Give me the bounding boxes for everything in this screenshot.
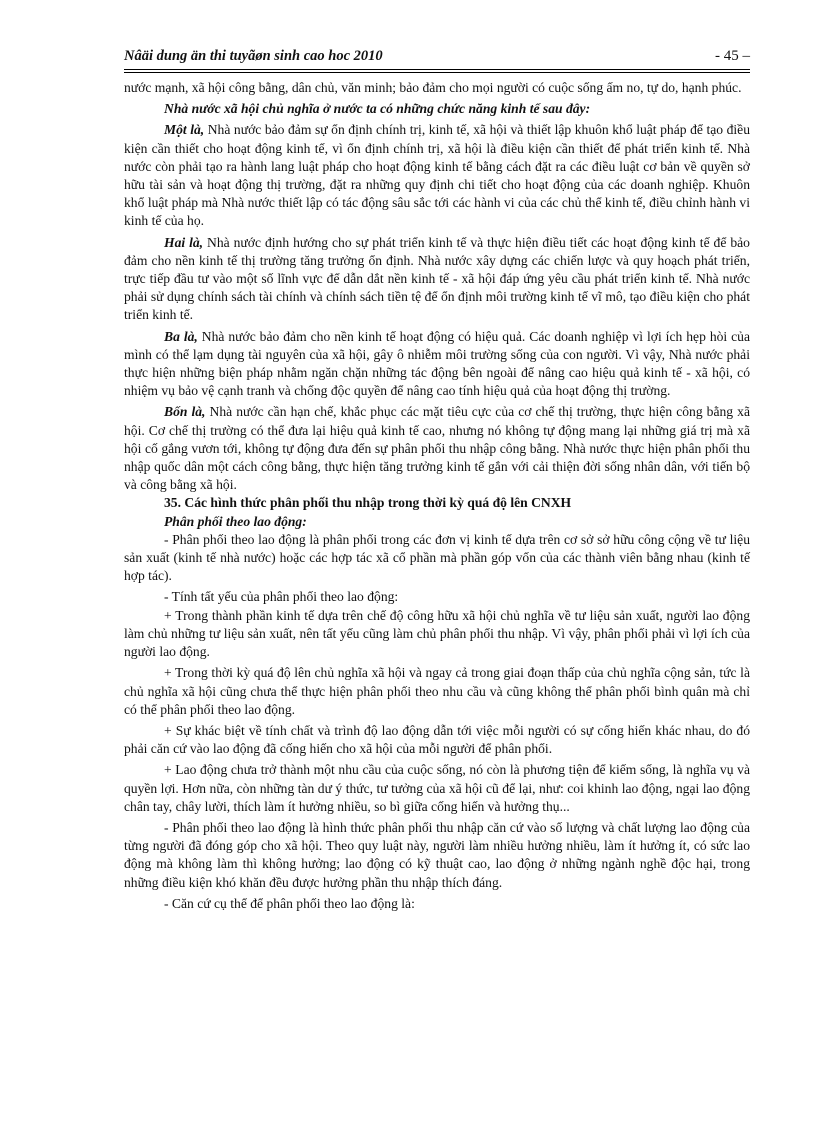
page-number: - 45 – bbox=[715, 48, 750, 64]
page-header bbox=[124, 48, 750, 69]
header-title: Nâäi dung än thi tuyãøn sinh cao hoc 2010 bbox=[124, 48, 383, 64]
paragraph-hai-la bbox=[124, 234, 750, 325]
text-bon-la: Nhà nước cần hạn chế, khắc phục các mặt tiêu cực của cơ chế thị trường, thực hiện công bằng xã hội. Cơ chế thị trường có thể đưa lại hiệu quả kinh tế cao, nhưng nó không tự động mang lại những giá trị mà xã hội cố gắng vươn tới, không tự động đưa đến sự phân phối thu nhập công bằng. Nhà nước thực hiện phân phối thu nhập quốc dân một cách công bằng, thực hiện tăng trưởng kinh tế gắn với cải thiện đời sống nhân dân, với tiến bộ và công bằng xã hội. bbox=[124, 404, 750, 493]
lead-hai-la: Hai là, bbox=[164, 234, 204, 250]
lead-mot-la: Một là, bbox=[164, 122, 205, 138]
text-ba-la: Nhà nước bảo đảm cho nền kinh tế hoạt động có hiệu quả. Các doanh nghiệp vì lợi ích hẹp hòi của mình có thể lạm dụng tài nguyên của xã hội, gây ô nhiễm môi trường sống của con người. Vì vậy, Nhà nước phải thực hiện những biện pháp nhằm ngăn chặn những tác động bên ngoài để nâng cao hiệu quả kinh tế - xã hội, có nhiệm vụ bảo vệ cạnh tranh và chống độc quyền để nâng cao tính hiệu quả của hoạt động thị trường. bbox=[124, 328, 751, 399]
paragraph-intro: nước mạnh, xã hội công bằng, dân chủ, văn minh; bảo đảm cho mọi người có cuộc sống ấm no, tự do, hạnh phúc. bbox=[124, 80, 742, 95]
text-mot-la: Nhà nước bảo đảm sự ổn định chính trị, kinh tế, xã hội và thiết lập khuôn khổ luật pháp để tạo điều kiện cần thiết cho hoạt động kinh tế, vì ổn định chính trị, xã hội là điều kiện cần thiết để phát triển kinh tế. Nhà nước còn phải tạo ra hành lang luật pháp cho hoạt động kinh tế bằng cách đặt ra các điều luật cơ bản về quyền sở hữu tài sản và hoạt động thị trường, đặt ra những quy định chi tiết cho hoạt động của các doanh nghiệp. Khuôn khổ luật pháp mà Nhà nước thiết lập có tác động sâu sắc tới các hành vi của các chủ thể kinh tế, điều chỉnh hành vi kinh tế của họ. bbox=[124, 122, 751, 229]
heading-phan-phoi: Phân phối theo lao động: bbox=[164, 513, 307, 529]
paragraph-reason-2: + Trong thời kỳ quá độ lên chủ nghĩa xã hội và ngay cả trong giai đoạn thấp của chủ nghĩa cộng sản, tức là chủ nghĩa xã hội cũng chưa thể thực hiện phân phối theo nhu cầu và cũng không thể phân phối bình quân mà chỉ có thể phân phối theo lao động. bbox=[124, 665, 750, 717]
lead-bon-la: Bốn là, bbox=[164, 404, 206, 420]
text-hai-la: Nhà nước định hướng cho sự phát triển kinh tế và thực hiện điều tiết các hoạt động kinh tế để bảo đảm cho nền kinh tế thị trường tăng trưởng ổn định. Nhà nước xây dựng các chiến lược và quy hoạch phát triển, trực tiếp đầu tư vào một số lĩnh vực để dẫn dắt nền kinh tế - xã hội đáp ứng yêu cầu phát triển kinh tế. Nhà nước phải sử dụng chính sách tài chính và chính sách tiền tệ để ổn định môi trường kinh tế vĩ mô, tạo điều kiện cho phát triển kinh tế. bbox=[124, 234, 750, 323]
header-rule bbox=[124, 69, 750, 73]
paragraph-form: - Phân phối theo lao động là hình thức phân phối thu nhập căn cứ vào số lượng và chất lượng lao động của từng người đã đóng góp cho xã hội. Theo quy luật này, người làm nhiều hưởng nhiều, làm ít hưởng ít, có sức lao động mà không làm thì không hưởng; lao động có kỹ thuật cao, lao động ở những ngành nghề độc hại, trong những điều kiện khó khăn đều được hưởng phần thu nhập thích đáng. bbox=[124, 819, 750, 890]
paragraph-reason-4: + Lao động chưa trở thành một nhu cầu của cuộc sống, nó còn là phương tiện để kiếm sống, là nghĩa vụ và quyền lợi. Hơn nữa, còn những tàn dư ý thức, tư tưởng của xã hội cũ để lại, như: coi khinh lao động, ngại lao động chân tay, chây lười, thích làm ít hưởng nhiều, so bì giữa cống hiến và hưởng thụ... bbox=[124, 762, 750, 814]
document-body bbox=[124, 79, 750, 913]
document-page bbox=[124, 48, 750, 913]
paragraph-reason-1: + Trong thành phần kinh tế dựa trên chế độ công hữu xã hội chủ nghĩa về tư liệu sản xuất, người lao động làm chủ những tư liệu sản xuất, nên tất yếu cũng làm chủ phân phối thu nhập. Vì vậy, phân phối phải vì lợi ích của người lao động. bbox=[124, 607, 750, 660]
paragraph-necessity: - Tính tất yếu của phân phối theo lao động: bbox=[164, 589, 399, 605]
heading-section-35: 35. Các hình thức phân phối thu nhập trong thời kỳ quá độ lên CNXH bbox=[164, 495, 572, 511]
paragraph-mot-la bbox=[124, 121, 750, 230]
paragraph-reason-3: + Sự khác biệt về tính chất và trình độ lao động dẫn tới việc mỗi người có sự cống hiến khác nhau, do đó phải căn cứ vào lao động đã cống hiến cho xã hội của mỗi người để phân phối. bbox=[124, 722, 750, 757]
lead-ba-la: Ba là, bbox=[164, 328, 198, 344]
paragraph-ba-la bbox=[124, 328, 750, 401]
paragraph-bon-la bbox=[124, 403, 750, 494]
heading-functions: Nhà nước xã hội chủ nghĩa ở nước ta có những chức năng kinh tế sau đây: bbox=[164, 101, 591, 117]
paragraph-basis: - Căn cứ cụ thể để phân phối theo lao động là: bbox=[164, 895, 415, 911]
paragraph-definition: - Phân phối theo lao động là phân phối trong các đơn vị kinh tế dựa trên cơ sở sở hữu công cộng về tư liệu sản xuất (kinh tế nhà nước) hoặc các hợp tác xã cổ phần mà phần góp vốn của các thành viên bằng nhau (kinh tế hợp tác). bbox=[124, 531, 750, 584]
